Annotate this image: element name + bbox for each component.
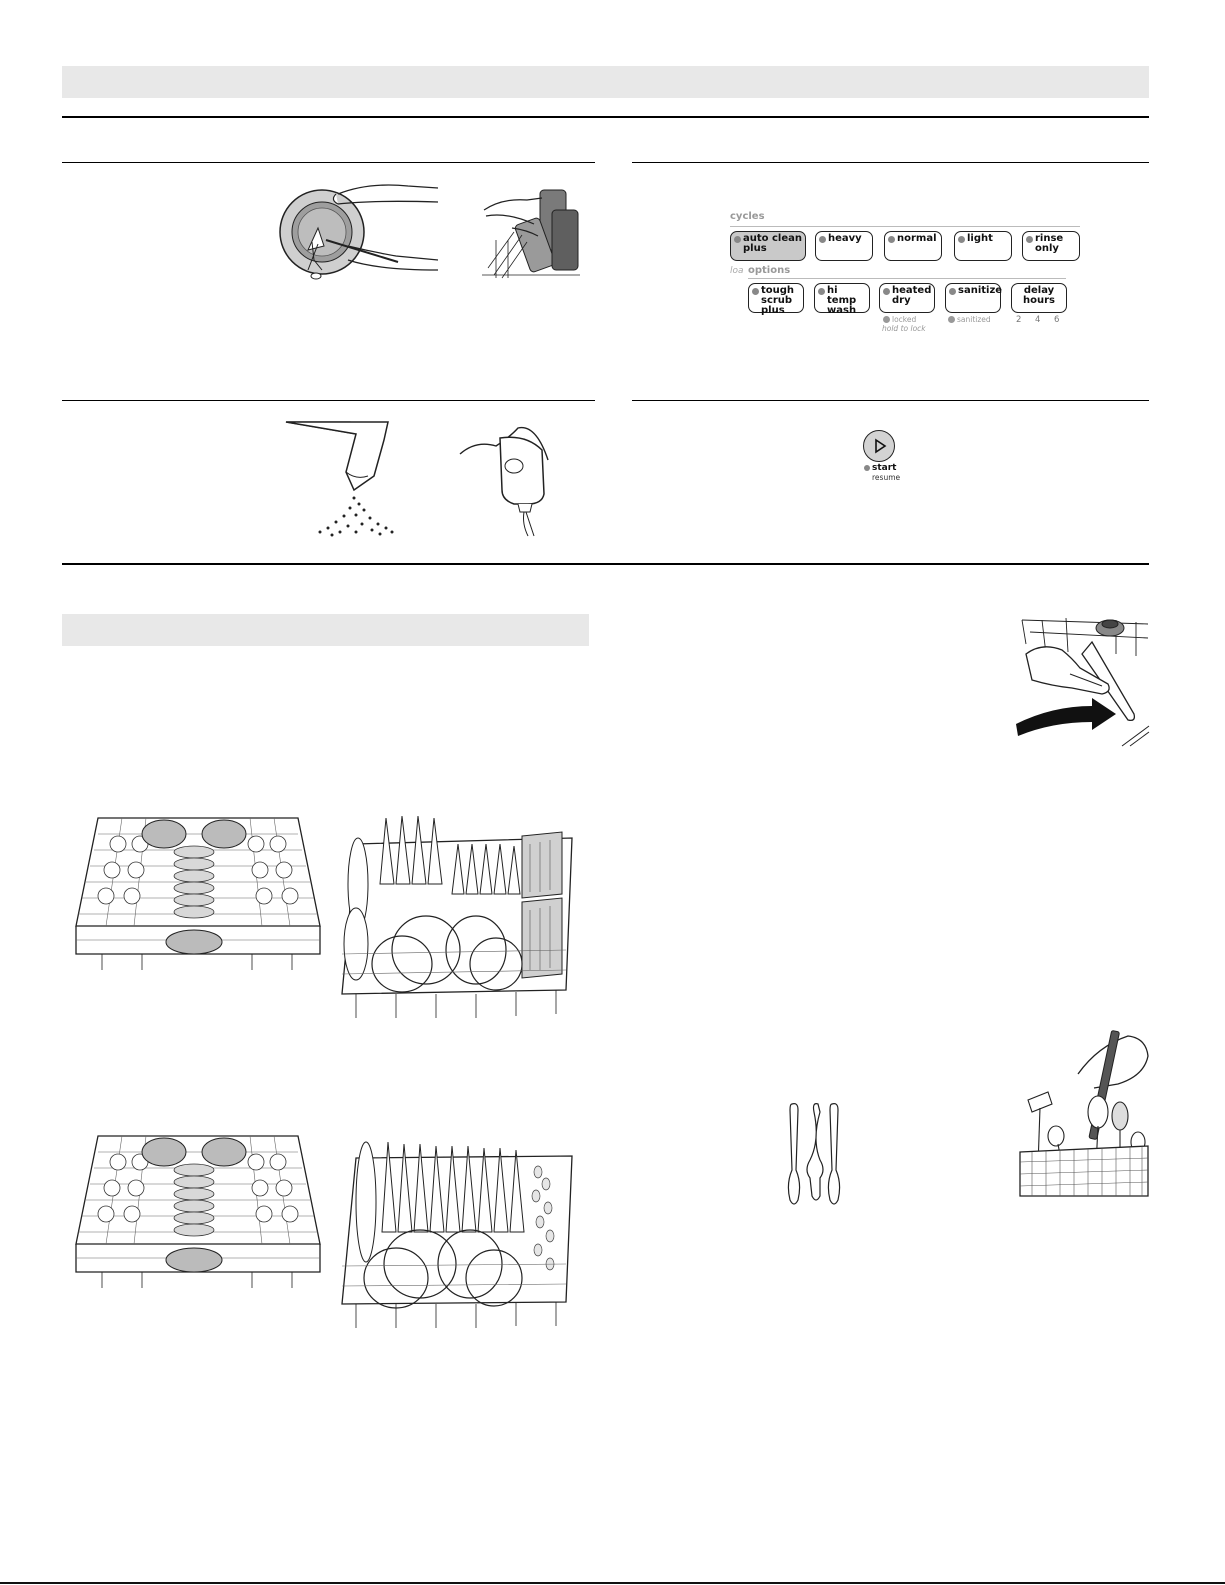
heated-dry-button[interactable]: heated dry	[879, 283, 935, 313]
hold-to-lock-label: hold to lock	[882, 324, 926, 333]
light-button[interactable]: light	[954, 231, 1012, 261]
silverware-basket-loading-icon	[1018, 1026, 1149, 1196]
indicator-light-icon	[752, 288, 759, 295]
start-resume-control	[860, 430, 920, 486]
delay-hours-button[interactable]: delay hours	[1011, 283, 1067, 313]
header-rule	[62, 116, 1149, 118]
auto-clean-plus-button[interactable]: auto clean plus	[730, 231, 806, 261]
rinse-only-button[interactable]: rinse only	[1022, 231, 1080, 261]
start-button[interactable]	[863, 430, 895, 462]
locked-light-icon	[883, 316, 890, 323]
cycles-label: cycles	[730, 211, 765, 222]
section-bottom-rule	[62, 563, 1149, 565]
tough-scrub-plus-button[interactable]: tough scrub plus	[748, 283, 804, 313]
control-panel	[726, 208, 1086, 338]
lock-label-fragment: loa	[730, 266, 744, 276]
step4-divider	[632, 400, 1149, 401]
heavy-button[interactable]: heavy	[815, 231, 873, 261]
delay-hours-2: 2	[1016, 315, 1022, 325]
rotating-spray-arm-icon	[1012, 614, 1149, 746]
pouring-liquid-detergent-icon	[456, 420, 556, 538]
step2-divider	[632, 162, 1149, 163]
indicator-light-icon	[888, 236, 895, 243]
upper-rack-loaded-icon	[72, 814, 324, 974]
page-bottom-rule	[0, 1582, 1225, 1584]
step3-divider	[62, 400, 595, 401]
pouring-powder-detergent-icon	[284, 420, 404, 538]
indicator-light-icon	[819, 236, 826, 243]
sanitized-light-icon	[948, 316, 955, 323]
scraping-plate-icon	[278, 180, 443, 290]
indicator-light-icon	[734, 236, 741, 243]
section-header-bar	[62, 66, 1149, 98]
play-icon	[863, 430, 895, 462]
loading-glasses-icon	[482, 180, 582, 280]
delay-hours-4: 4	[1035, 315, 1041, 325]
lower-rack-loaded-icon	[336, 814, 578, 1020]
start-indicator-icon	[864, 465, 870, 471]
silverware-spoons-icon	[782, 1100, 844, 1210]
options-label: options	[748, 265, 791, 276]
step1-divider	[62, 162, 595, 163]
lower-rack-loaded-icon	[336, 1132, 578, 1330]
indicator-light-icon	[949, 288, 956, 295]
normal-button[interactable]: normal	[884, 231, 942, 261]
start-label: start	[872, 463, 897, 473]
loading-header-bar	[62, 614, 589, 646]
options-line	[748, 278, 1066, 279]
resume-label: resume	[872, 473, 901, 482]
locked-indicator: locked	[883, 315, 916, 324]
sanitized-indicator: sanitized	[948, 315, 991, 324]
indicator-light-icon	[958, 236, 965, 243]
upper-rack-loaded-icon	[72, 1132, 324, 1292]
delay-hours-6: 6	[1054, 315, 1060, 325]
indicator-light-icon	[1026, 236, 1033, 243]
cycles-line	[730, 226, 1080, 227]
indicator-light-icon	[818, 288, 825, 295]
hi-temp-wash-button[interactable]: hi temp wash	[814, 283, 870, 313]
sanitize-button[interactable]: sanitize	[945, 283, 1001, 313]
indicator-light-icon	[883, 288, 890, 295]
